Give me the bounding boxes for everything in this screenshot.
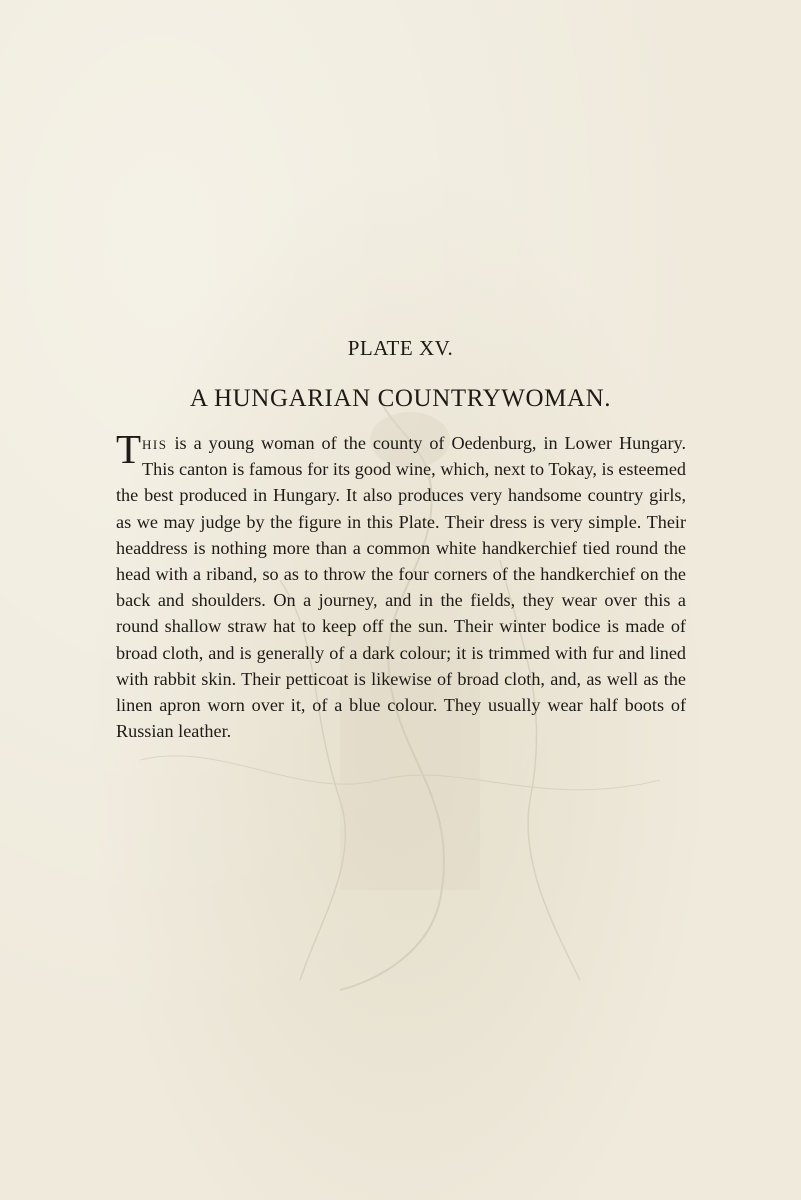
paragraph-text: is a young woman of the county of Oedenburg, in Lower Hungary. This canton is famous for its good wine, which, next to Tokay, is esteemed the best produced in Hungary. It also produces very handsome country girls, as we may judge by the figure in this Plate. Their dress is very simple. Their headdress is nothing more than a common white handkerchief tied round the head with a riband, so as to throw the four corners of the handkerchief on the back and shoulders. On a journey, and in the fields, they wear over this a round shallow straw hat to keep off the sun. Their winter bodice is made of broad cloth, and is generally of a dark colour; it is trimmed with fur and lined with rabbit skin. Their petticoat is likewise of broad cloth, and, as well as the linen apron worn over it, of a blue colour. They usually wear half boots of Russian leather. [116, 433, 686, 742]
lead-small-caps: his [142, 433, 168, 453]
body-paragraph [116, 426, 686, 744]
plate-number-heading: PLATE XV. [347, 336, 454, 360]
drop-cap: T [116, 426, 142, 472]
page-title: A HUNGARIAN COUNTRYWOMAN. [189, 385, 612, 412]
